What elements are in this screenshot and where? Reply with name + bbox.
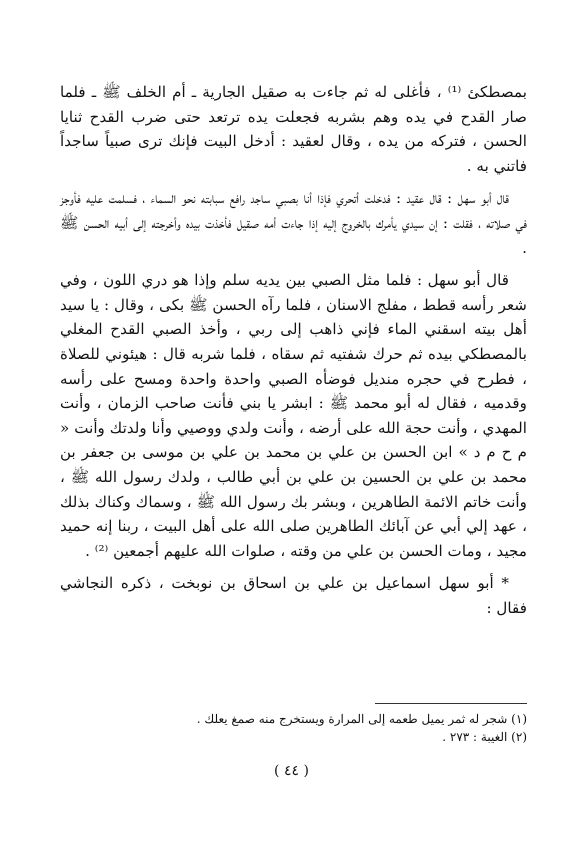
footnote-1: (١) شجر له ثمر يميل طعمه إلى المرارة ويستخرج منه صمغ يعلك . bbox=[196, 712, 527, 726]
paragraph-1: بمصطكئ ⁽¹⁾ ، فأغلى له ثم جاءت به صقيل الجارية ـ أم الخلف ﷺ ـ فلما صار القدح في يده وهم بشربه فجعلت يده ترتعد حتى ضرب القدح ثنايا الحسن ، فتركه من يده ، وقال لعقيد : أدخل البيت فإنك ترى صبياً ساجداً فاتني به . bbox=[60, 83, 527, 175]
paragraph-4: * أبو سهل اسماعيل بن علي بن اسحاق بن نوبخت ، ذكره النجاشي فقال : bbox=[60, 574, 527, 617]
paragraph-2: قال أبو سهل : قال عقيد : فدخلت أتحري فإذا أنا بصبي ساجد رافع سبابته نحو السماء ، فسلمت عليه فأوجز في صلاته ، فقلت : إن سيدي يأمرك بالخروج إليه إذا جاءت أمه صقيل فأخذت بيده وأخرجته إلى أبيه الحسن ﷺ . bbox=[60, 189, 527, 257]
main-text-body bbox=[60, 80, 527, 628]
page-number: ( ٤٤ ) bbox=[274, 763, 309, 779]
footnote-divider bbox=[375, 703, 527, 704]
footnotes bbox=[60, 710, 527, 746]
paragraph-3: قال أبو سهل : فلما مثل الصبي بين يديه سلم وإذا هو دري اللون ، وفي شعر رأسه قطط ، مفلج الاسنان ، فلما رآه الحسن ﷺ بكى ، وقال : يا سيد أهل بيته اسقني الماء فإني ذاهب إلى ربي ، وأخذ الصبي القدح المغلي بالمصطكي بيده ثم حرك شفتيه ثم سقاه ، فلما شربه قال : هيئوني للصلاة ، فطرح في حجره منديل فوضأه الصبي واحدة واحدة ومسح على رأسه وقدميه ، فقال له أبو محمد ﷺ : ابشر يا بني فأنت صاحب الزمان ، وأنت المهدي ، وأنت حجة الله على أرضه ، وأنت ولدي ووصيي وأنا ولدتك وأنت « م ح م د » ابن الحسن بن علي بن محمد بن علي بن موسى بن جعفر بن محمد بن علي بن الحسين بن علي بن أبي طالب ، ولدك رسول الله ﷺ ، وأنت خاتم الائمة الطاهرين ، وبشر بك رسول الله ﷺ ، وسماك وكناك بذلك ، عهد إلي أبي عن آبائك الطاهرين صلى الله على أهل البيت ، ربنا إنه حميد مجيد ، ومات الحسن بن علي من وقته ، صلوات الله عليهم أجمعين ⁽²⁾ . bbox=[60, 271, 527, 560]
footnote-2: (٢) الغيبة : ٢٧٣ . bbox=[442, 730, 527, 744]
